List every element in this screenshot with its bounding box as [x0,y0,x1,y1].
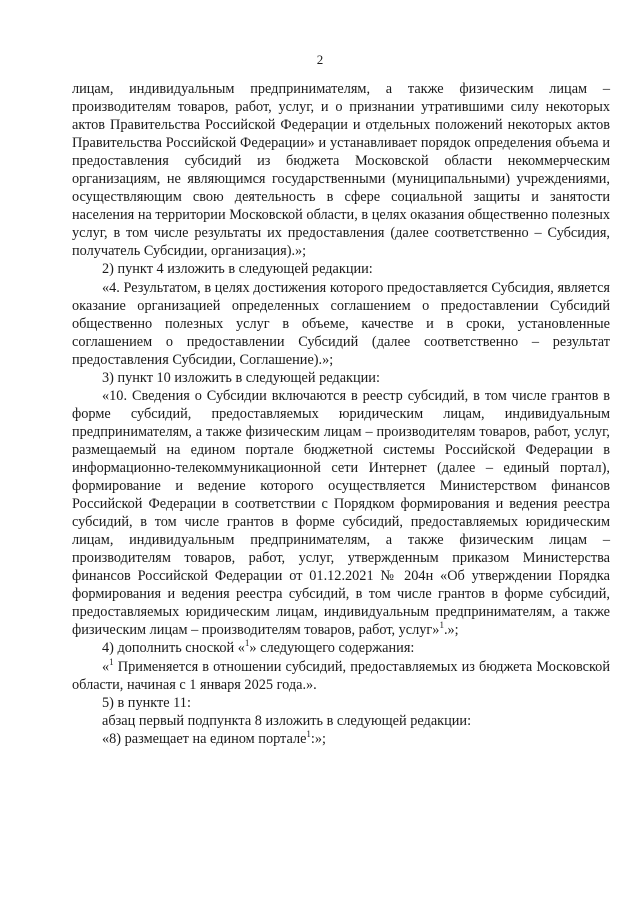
paragraph-10-text: «8) размещает на едином портале [102,730,307,747]
paragraph-2: 2) пункт 4 изложить в следующей редакции: [102,261,373,278]
paragraph-1: лицам, индивидуальным предпринимателям, а также физическим лицам – производителям товаров, работ, услуг, и о признании утратившими силу некоторых актов Правительства Российской Федерации и отдельных положений некоторых актов Правительства Российской Федерации» и устанавливает порядок определения объема и предоставления субсидий из бюджета Московской области некоммерческим организациям, не являющимся государственными (муниципальными) учреждениями, осуществляющим свою деятельность в сфере социальной защиты и занятости населения на территории Московской области, в целях оказания общественно полезных услуг, в том числе результаты их предоставления (далее соответственно – Субсидия, получатель Субсидии, организация).»; [72,81,610,260]
paragraph-9: абзац первый подпункта 8 изложить в следующей редакции: [102,712,472,729]
footnote-mark: 1 [109,656,114,667]
paragraph-6-tail: » следующего содержания: [249,640,415,657]
paragraph-3: «4. Результатом, в целях достижения которого предоставляется Субсидия, является оказание организацией определенных соглашением о предоставлении Субсидий общественно полезных услуг в объеме, качестве и в сроки, установленные соглашением о предоставлении Субсидий (далее соответственно – результат предоставления Субсидии, Соглашение).»; [72,279,610,368]
paragraph-5-text: «10. Сведения о Субсидии включаются в реестр субсидий, в том числе грантов в форме субсидий, предоставляемых юридическим лицам, индивидуальным предпринимателям, а также физическим лицам – производителям товаров, работ, услуг, размещаемый на едином портале бюджетной системы Российской Федерации в информационно-телекоммуникационной сети Интернет (далее – единый портал), формирование и ведение которого осуществляется Министерством финансов Российской Федерации в соответствии с Порядком формирования и ведения реестра субсидий, в том числе грантов в форме субсидий, предоставляемых юридическим лицам, индивидуальным предпринимателям, а также физическим лицам – производителям товаров, работ, услуг, утвержденным приказом Министерства финансов Российской Федерации от 01.12.2021 № 204н «Об утверждении Порядка формирования и ведения реестра субсидий, в том числе грантов в форме субсидий, предоставляемых юридическим лицам, индивидуальным предпринимателям, а также физическим лицам – производителям товаров, работ, услуг» [72,387,610,639]
footnote-mark: 1 [244,638,250,649]
paragraph-6-text: 4) дополнить сноской « [102,640,245,657]
paragraph-5 [72,387,610,640]
footnote-mark: 1 [439,620,444,631]
paragraph-7-text: Применяется в отношении субсидий, предоставляемых из бюджета Московской области, начиная с 1 января 2025 года.». [72,658,610,693]
document-body [72,80,610,748]
paragraph-5-tail: .»; [443,622,459,639]
paragraph-7 [72,658,610,694]
paragraph-4: 3) пункт 10 изложить в следующей редакции: [102,369,380,386]
footnote-mark: 1 [306,728,311,739]
paragraph-10-tail: :»; [310,730,327,747]
paragraph-8: 5) в пункте 11: [102,694,191,711]
page-number: 2 [316,52,324,67]
paragraph-7-open-quote: « [102,658,110,675]
paragraph-10 [72,730,610,748]
paragraph-6 [72,639,610,657]
